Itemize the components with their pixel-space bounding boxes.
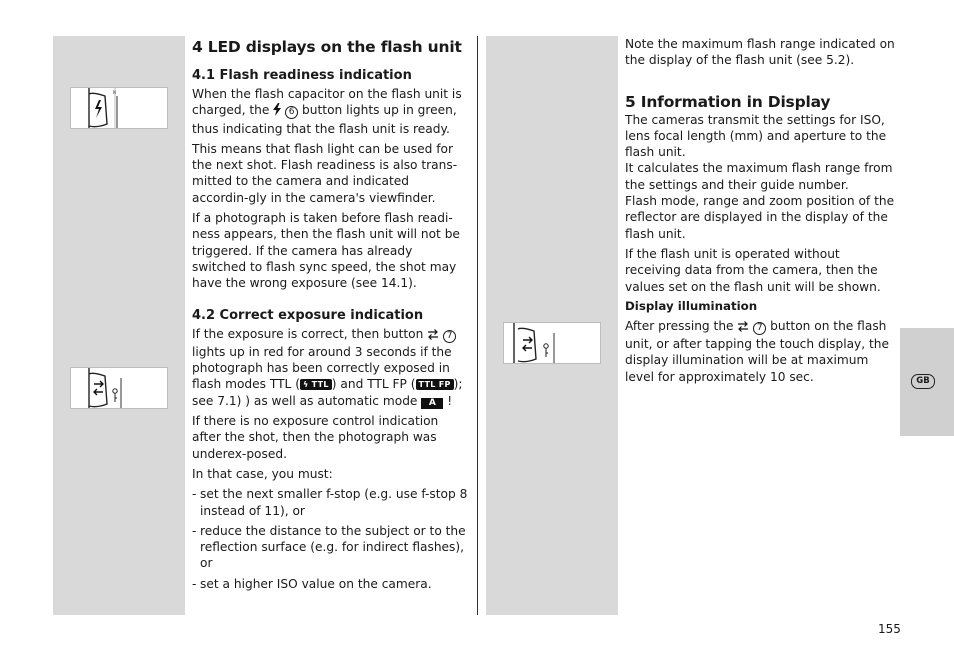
page-number: 155: [878, 622, 901, 636]
paragraph: This means that flash light can be used for the next shot. Flash readiness is also trans-mitted to the camera and indicated accordin-gly in the camera's viewfinder.: [192, 141, 458, 205]
section-5-heading: 5 Information in Display: [625, 92, 831, 111]
list-item: - set the next smaller f-stop (e.g. use f-stop 8 instead of 11), or: [192, 487, 468, 518]
flash-ready-led-illustration: [70, 87, 168, 129]
paragraph: If there is no exposure control indication after the shot, then the photograph was underex-posed.: [192, 414, 439, 461]
paragraph: Flash mode, range and zoom position of the reflector are displayed in the display of the flash unit.: [625, 194, 895, 241]
paragraph: When the flash capacitor on the flash unit is charged, the 6 button lights up in green, thus indicating that the flash unit is ready.: [192, 87, 462, 136]
button-number-7: 7: [753, 322, 766, 335]
language-badge: GB: [911, 374, 935, 389]
exposure-arrows-icon: [737, 320, 749, 336]
paragraph: In that case, you must:: [192, 466, 333, 481]
section-4-1-title: 4.1 Flash readiness indication: [192, 68, 412, 83]
paragraph: Note the maximum flash range indicated on the display of the flash unit (see 5.2).: [625, 37, 895, 68]
ttl-fp-mode-badge: TTL FP: [416, 379, 454, 390]
exposure-arrows-icon: [427, 328, 439, 344]
center-divider: [477, 36, 478, 615]
paragraph: If the flash unit is operated without receiving data from the camera, then the values set on the flash unit will be shown.: [625, 246, 881, 294]
exposure-led-illustration: [70, 367, 168, 409]
section-4-heading: 4 LED displays on the flash unit: [192, 38, 462, 56]
paragraph: The cameras transmit the settings for ISO, lens focal length (mm) and aperture to the flash unit.: [625, 112, 887, 160]
lightning-icon: [273, 103, 281, 120]
lightning-icon: ϟ: [302, 380, 309, 390]
svg-text:N: N: [113, 90, 116, 95]
display-illumination-illustration: [503, 322, 601, 364]
button-number-6: 6: [285, 106, 298, 119]
paragraph: It calculates the maximum flash range from the settings and their guide number.: [625, 161, 893, 192]
auto-mode-badge: A: [421, 398, 443, 409]
section-4-2-title: 4.2 Correct exposure indication: [192, 307, 424, 323]
paragraph: If the exposure is correct, then button 7 lights up in red for around 3 seconds if the photograph has been correctly exposed in flash modes TTL ( ϟ TTL ) and TTL FP ( TTL FP ); see 7.1) ) as well as automatic mode A !: [192, 326, 463, 408]
paragraph: After pressing the 7 button on the flash unit, or after tapping the touch display, the display illumination will be at maximum level for approximately 10 sec.: [625, 318, 890, 384]
display-illumination-subheading: Display illumination: [625, 298, 758, 313]
list-item: - set a higher ISO value on the camera.: [192, 576, 432, 591]
paragraph: If a photograph is taken before flash readi-ness appears, then the flash unit will not be triggered. If the camera has already switched to flash sync speed, the shot may have the wrong exposure (see 14.1).: [192, 211, 460, 291]
button-number-7: 7: [443, 330, 456, 343]
ttl-mode-badge: ϟ TTL: [300, 379, 332, 390]
right-text-column: [625, 36, 897, 389]
list-item: - reduce the distance to the subject or to the reflection surface (e.g. for indirect flashes), or: [192, 523, 466, 571]
left-text-column: [192, 37, 468, 596]
